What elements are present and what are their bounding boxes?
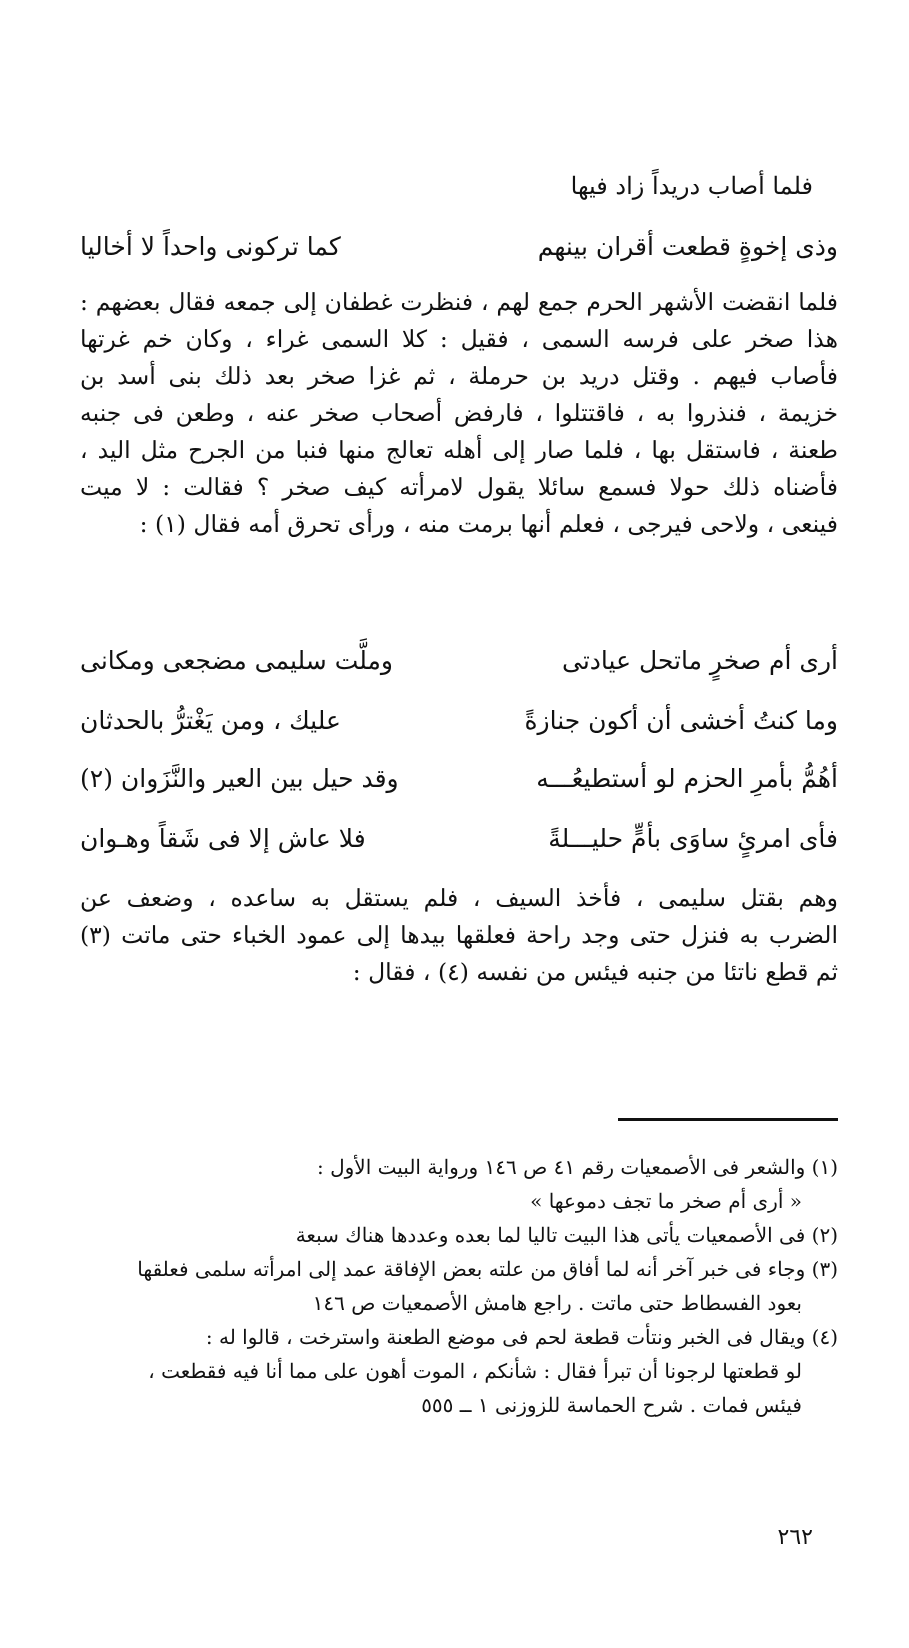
- verse-line-2: [80, 640, 838, 680]
- verse-first-hemistich: فأى امرئٍ ساوَى بأمٍّ حليـــلةً: [548, 823, 838, 853]
- footnote-2: [80, 1218, 838, 1252]
- verse-line-5: [80, 818, 838, 858]
- verse-line-1: [80, 226, 838, 266]
- footnote-line: بعود الفسطاط حتى ماتت . راجع هامش الأصمعيات ص ١٤٦: [312, 1291, 802, 1315]
- footnote-line: « أرى أم صخر ما تجف دموعها »: [530, 1189, 802, 1213]
- footnote-line: لو قطعتها لرجونا أن تبرأ فقال : شأنكم ، الموت أهون على مما أنا فيه فقطعت ،: [148, 1359, 802, 1383]
- footnote-line: (٢) فى الأصمعيات يأتى هذا البيت تاليا لما بعده وعددها هناك سبعة: [295, 1223, 838, 1247]
- verse-second-hemistich: عليك ، ومن يَغْترُّ بالحدثان: [80, 705, 341, 735]
- verse-first-hemistich: وذى إخوةٍ قطعت أقران بينهم: [537, 231, 838, 261]
- prose-line: فأضناه ذلك حولا فسمع سائلا يقول لامرأته كيف صخر ؟ فقالت : لا ميت: [80, 473, 838, 501]
- verse-line-3: [80, 700, 838, 740]
- prose-line: ثم قطع ناتئا من جنبه فيئس من نفسه (٤) ، فقال :: [352, 958, 838, 986]
- footnote-line: (١) والشعر فى الأصمعيات رقم ٤١ ص ١٤٦ ورواية البيت الأول :: [317, 1155, 838, 1179]
- prose-line: هذا صخر على فرسه السمى ، فقيل : كلا السمى غراء ، وكان خم غرتها: [80, 325, 838, 353]
- prose-line: طعنة ، فاستقل بها ، فلما صار إلى أهله تعالج منها فنبا من الجرح مثل اليد ،: [80, 436, 838, 464]
- prose-line: خزيمة ، فنذروا به ، فاقتتلوا ، فارفض أصحاب صخر عنه ، وطعن فى جنبه: [80, 399, 838, 427]
- verse-second-hemistich: فلا عاش إلا فى شَقاً وهـوان: [80, 823, 366, 853]
- footnote-line: (٣) وجاء فى خبر آخر أنه لما أفاق من علته بعض الإفاقة عمد إلى امرأته سلمى فعلقها: [137, 1257, 838, 1281]
- verse-line-4: [80, 758, 838, 798]
- footnote-line: (٤) ويقال فى الخبر ونتأت قطعة لحم فى موضع الطعنة واسترخت ، قالوا له :: [205, 1325, 838, 1349]
- verse-second-hemistich: كما تركونى واحداً لا أخاليا: [80, 231, 341, 261]
- footnote-4: [80, 1320, 838, 1422]
- page-number: ٢٦٢: [777, 1525, 813, 1550]
- prose-line: الضرب به فنزل حتى وجد راحة فعلقها بيدها إلى عمود الخباء حتى ماتت (٣): [80, 921, 838, 949]
- footnotes: [80, 1150, 838, 1422]
- verse-first-hemistich: أرى أم صخرٍ ماتحل عيادتى: [561, 645, 838, 675]
- prose-paragraph-2: [80, 880, 838, 991]
- prose-line: وهم بقتل سليمى ، فأخذ السيف ، فلم يستقل به ساعده ، وضعف عن: [80, 884, 838, 912]
- prose-line: فلما انقضت الأشهر الحرم جمع لهم ، فنظرت غطفان إلى جمعه فقال بعضهم :: [80, 288, 838, 316]
- footnote-separator: [618, 1118, 838, 1121]
- verse-first-hemistich: أهُمُّ بأمرِ الحزم لو أستطيعُـــه: [536, 763, 838, 793]
- footnote-1: [80, 1150, 838, 1218]
- verse-first-hemistich: وما كنتُ أخشى أن أكون جنازةً: [524, 705, 838, 735]
- verse-second-hemistich: وملَّت سليمى مضجعى ومكانى: [80, 645, 393, 675]
- verse-second-hemistich: وقد حيل بين العير والنَّزَوان (٢): [80, 763, 399, 793]
- footnote-line: فيئس فمات . شرح الحماسة للزوزنى ١ ــ ٥٥٥: [421, 1393, 802, 1417]
- footnote-3: [80, 1252, 838, 1320]
- prose-line: فأصاب فيهم . وقتل دريد بن حرملة ، ثم غزا صخر بعد ذلك بنى أسد بن: [80, 362, 838, 390]
- prose-line: فينعى ، ولاحى فيرجى ، فعلم أنها برمت منه ، ورأى تحرق أمه فقال (١) :: [139, 510, 838, 538]
- intro-line: فلما أصاب دريداً زاد فيها: [570, 172, 813, 200]
- prose-paragraph-1: [80, 284, 838, 543]
